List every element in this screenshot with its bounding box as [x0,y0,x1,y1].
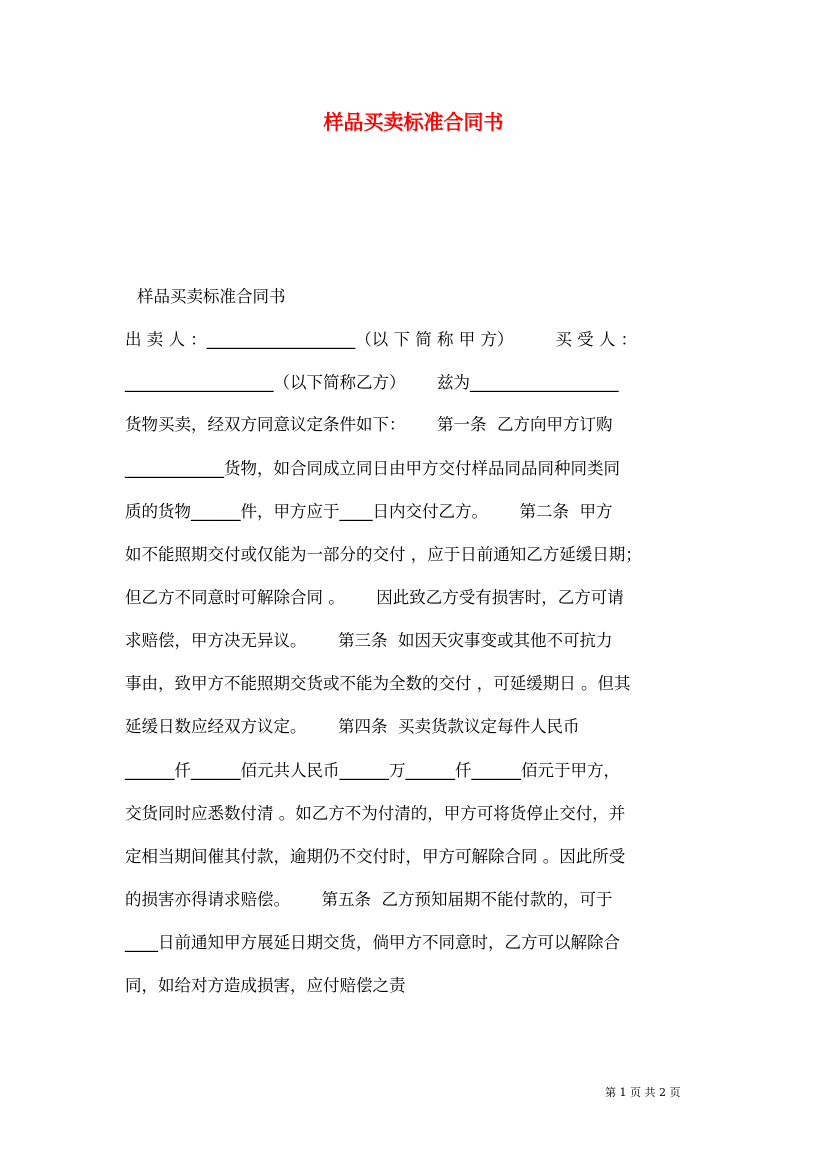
body-line: 定相当期间催其付款，逾期仍不交付时，甲方可解除合同 。因此所受 [125,847,626,866]
body-line: 但乙方不同意时可解除合同 。 因此致乙方受有损害时，乙方可请 [125,588,624,607]
body-line: 事由，致甲方不能照期交货或不能为全数的交付 ，可延缓期日 。但其 [125,674,631,693]
body-line: ____________货物，如合同成立同日由甲方交付样品同品同种同类同 [125,459,620,478]
body-line: __________________（以下简称乙方） 兹为__________________ [125,373,619,392]
body-line: 货物买卖，经双方同意议定条件如下： 第一条 乙方向甲方订购 [125,415,613,434]
document-title: 样品买卖标准合同书 [323,110,504,134]
body-line: 交货同时应悉数付清 。如乙方不为付清的，甲方可将货停止交付，并 [125,804,626,823]
body-line: 求赔偿，甲方决无异议。 第三条 如因天灾事变或其他不可抗力 [125,631,613,650]
body-line: ______仟______佰元共人民币______万______仟______佰元于甲方， [125,761,620,780]
body-line: 延缓日数应经双方议定。 第四条 买卖货款议定每件人民币 [125,717,580,736]
body-line: 的损害亦得请求赔偿。 第五条 乙方预知届期不能付款的，可于 [125,890,613,909]
body-line: 出 卖 人 ：__________________（以 下 简 称 甲 方） 买 受 人 ： [125,330,638,349]
body-line: 如不能照期交付或仅能为一部分的交付 ，应于日前通知乙方延缓日期； [125,545,642,564]
document-subtitle: 样品买卖标准合同书 [137,287,286,306]
body-line: 质的货物______件，甲方应于____日内交付乙方。 第二条 甲方 [125,502,613,521]
body-line: 同，如给对方造成损害，应付赔偿之责 [125,976,406,995]
page-number-footer: 第 1 页 共 2 页 [605,1086,681,1099]
body-line: ____日前通知甲方展延日期交货，倘甲方不同意时，乙方可以解除合 [125,933,620,952]
